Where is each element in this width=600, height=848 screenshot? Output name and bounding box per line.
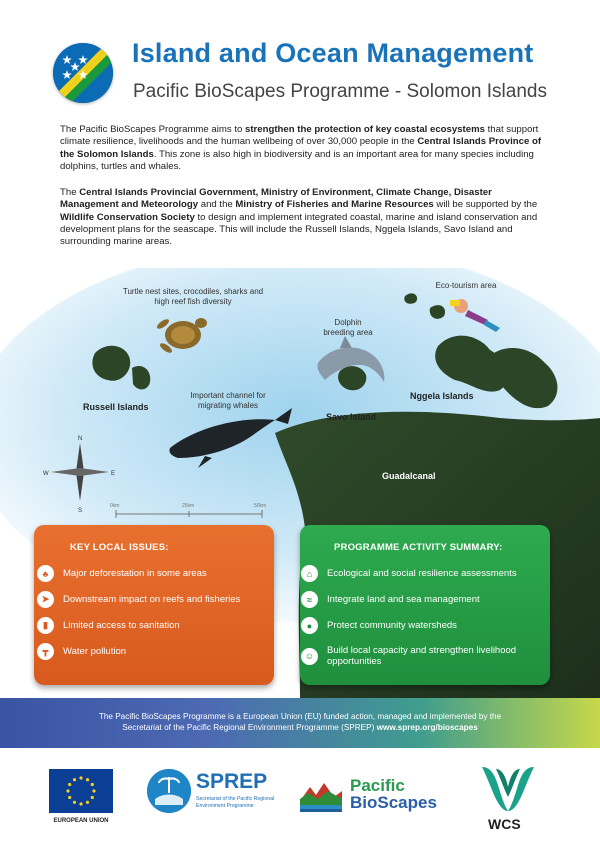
issue-item <box>37 565 207 582</box>
intro-p1-text: The Pacific BioScapes Programme aims to <box>60 124 246 135</box>
compass-n: N <box>78 436 83 442</box>
page-subtitle: Pacific BioScapes Programme - Solomon Islands <box>133 81 547 102</box>
solomon-islands-flag-icon <box>53 43 113 103</box>
issue-label: Water pollution <box>63 646 127 657</box>
page-title: Island and Ocean Management <box>132 38 534 68</box>
house-icon: ⌂ <box>301 565 318 582</box>
pbs-line-1: Pacific <box>350 776 405 795</box>
sprep-logo-text: SPREP <box>196 770 268 793</box>
activity-item <box>301 645 536 667</box>
dolphin-annotation: Dolphin breeding area <box>323 318 373 337</box>
intro-paragraph-2 <box>60 187 548 248</box>
intro-p2-text: The <box>60 187 80 198</box>
scale-label-0: 0km <box>110 503 120 509</box>
tree-icon: ♣ <box>37 565 54 582</box>
drop-icon: ● <box>301 617 318 634</box>
issue-item <box>37 617 180 634</box>
activity-label: Protect community watersheds <box>327 620 457 631</box>
intro-p2-text: to design and implement integrated coastal, marine and island conservation and development plans for the seascape. This will include the Russell Islands, Nggela Islands, Savo Island and surrounding marine areas. <box>60 211 538 248</box>
issue-item <box>37 591 240 608</box>
intro-p2-bold: Wildlife Conservation Society <box>60 211 195 223</box>
eu-flag-logo <box>49 769 113 813</box>
issue-label: Limited access to sanitation <box>63 620 180 631</box>
intro-p2-bold: Ministry of Fisheries and Marine Resources <box>235 199 434 211</box>
compass-s: S <box>78 508 83 514</box>
intro-paragraph-1 <box>60 124 548 173</box>
toilet-icon: ▮ <box>37 617 54 634</box>
intro-p1-text: . This zone is also high in biodiversity and is an important area for many species including dolphins, turtles and whales. <box>60 148 534 172</box>
sprep-logo-icon <box>147 769 191 813</box>
intro-p2-bold: Central Islands Provincial Government, Ministry of Environment, Climate Change, Disaster Management and Meteorology <box>60 187 492 211</box>
compass-e: E <box>111 471 116 477</box>
ecotourism-annotation: Eco-tourism area <box>435 281 497 290</box>
pacific-bioscapes-logo-icon <box>298 779 344 813</box>
intro-p1-text: that support climate resilience, livelihoods and the human wellbeing of over 30,000 people in the <box>60 124 539 148</box>
tap-icon: ┳ <box>37 643 54 660</box>
compass-w: W <box>43 471 49 477</box>
intro-p1-bold: Central Islands Province of the Solomon Islands <box>60 136 542 160</box>
activity-label: Build local capacity and strengthen livelihood opportunities <box>327 645 517 667</box>
pacific-bioscapes-logo-text <box>350 777 437 811</box>
activity-label: Ecological and social resilience assessments <box>327 568 517 579</box>
issue-item <box>37 643 126 660</box>
activities-heading: PROGRAMME ACTIVITY SUMMARY: <box>334 542 503 553</box>
intro-p1-bold: strengthen the protection of key coastal ecosystems <box>245 124 485 135</box>
fish-icon: ➤ <box>37 591 54 608</box>
wcs-logo-text: WCS <box>488 816 521 832</box>
wcs-logo-icon <box>478 763 538 815</box>
people-icon: ☺ <box>301 648 318 665</box>
activity-item <box>301 565 517 582</box>
activity-item <box>301 591 480 608</box>
pbs-line-2: BioScapes <box>350 793 437 812</box>
scale-label-25: 25km <box>182 503 195 509</box>
intro-p2-text: and the <box>198 199 236 211</box>
sprep-logo-subtext: Secretariat of the Pacific Regional Environment Programme <box>196 796 275 809</box>
issue-label: Major deforestation in some areas <box>63 568 207 579</box>
issues-heading: KEY LOCAL ISSUES: <box>70 542 169 553</box>
footer-line-2: Secretariat of the Pacific Regional Environment Programme (SPREP) <box>122 723 377 732</box>
footer-text <box>40 711 560 733</box>
wave-icon: ≈ <box>301 591 318 608</box>
issue-label: Downstream impact on reefs and fisheries <box>63 594 241 605</box>
whale-annotation: Important channel for migrating whales <box>190 391 266 410</box>
footer-link[interactable]: www.sprep.org/bioscapes <box>376 723 478 732</box>
place-russell-islands: Russell Islands <box>83 402 149 412</box>
turtle-annotation: Turtle nest sites, crocodiles, sharks and high reef fish diversity <box>122 287 264 306</box>
place-savo-island: Savo Island <box>326 412 377 422</box>
activity-label: Integrate land and sea management <box>327 594 480 605</box>
scale-label-50: 50km <box>254 503 267 509</box>
activity-item <box>301 617 457 634</box>
eu-label: EUROPEAN UNION <box>53 818 109 824</box>
place-nggela-islands: Nggela Islands <box>410 391 474 401</box>
place-guadalcanal: Guadalcanal <box>382 471 436 481</box>
footer-line-1: The Pacific BioScapes Programme is a European Union (EU) funded action, managed and implemented by the <box>98 712 502 721</box>
intro-p2-text: will be supported by the <box>433 199 538 211</box>
